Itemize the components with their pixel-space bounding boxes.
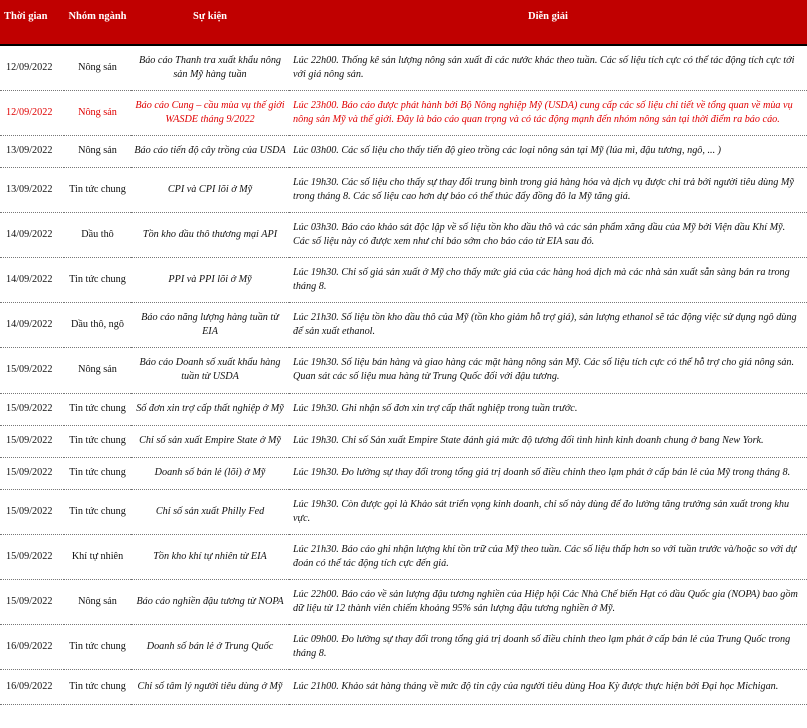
explanation-cell: Lúc 19h30. Chỉ số giá sản xuất ở Mỹ cho thấy mức giá của các hàng hoá dịch mà các nhà sản xuất sẵn sàng bán ra trong tháng 8. <box>289 257 807 302</box>
date-cell: 15/09/2022 <box>0 393 64 425</box>
date-cell: 15/09/2022 <box>0 347 64 393</box>
date-cell: 15/09/2022 <box>0 579 64 624</box>
category-cell: Tin tức chung <box>64 393 131 425</box>
category-cell: Khí tự nhiên <box>64 534 131 579</box>
explanation-cell: Lúc 19h30. Chỉ số Sản xuất Empire State đánh giá mức độ tương đối tình hình kinh doanh chung ở bang New York. <box>289 425 807 457</box>
date-cell: 13/09/2022 <box>0 135 64 167</box>
category-cell: Nông sản <box>64 579 131 624</box>
category-cell: Tin tức chung <box>64 669 131 704</box>
header-group: Nhóm ngành <box>64 0 131 45</box>
event-cell: Báo cáo Doanh số xuất khẩu hàng tuần từ USDA <box>131 347 289 393</box>
date-cell: 14/09/2022 <box>0 257 64 302</box>
category-cell: Dầu thô, ngô <box>64 302 131 347</box>
event-cell: Chỉ số sản xuất Philly Fed <box>131 489 289 534</box>
category-cell: Nông sản <box>64 45 131 90</box>
header-row <box>0 0 807 45</box>
table-row <box>0 347 807 393</box>
event-cell: CPI và CPI lõi ở Mỹ <box>131 167 289 212</box>
event-cell: Báo cáo nghiền đậu tương từ NOPA <box>131 579 289 624</box>
table-row <box>0 579 807 624</box>
table-row <box>0 257 807 302</box>
explanation-cell: Lúc 21h30. Báo cáo ghi nhận lượng khí tồn trữ của Mỹ theo tuần. Các số liệu thấp hơn so với tuần trước và/hoặc so với dự đoán có thể tác động tích cực đến giá. <box>289 534 807 579</box>
date-cell: 16/09/2022 <box>0 669 64 704</box>
date-cell: 15/09/2022 <box>0 489 64 534</box>
category-cell: Nông sản <box>64 90 131 135</box>
date-cell: 15/09/2022 <box>0 457 64 489</box>
table-body <box>0 45 807 704</box>
category-cell: Tin tức chung <box>64 624 131 669</box>
date-cell: 14/09/2022 <box>0 302 64 347</box>
category-cell: Tin tức chung <box>64 489 131 534</box>
explanation-cell: Lúc 03h30. Báo cáo khảo sát độc lập về số liệu tồn kho dầu thô và các sản phẩm xăng dầu của Mỹ bởi Viện dầu Khí Mỹ. Các số liệu này có được xem như chỉ báo sớm cho báo cáo từ EIA sau đó. <box>289 212 807 257</box>
table-row <box>0 167 807 212</box>
explanation-cell: Lúc 22h00. Thống kê sản lượng nông sản xuất đi các nước khác theo tuần. Các số liệu tích cực có thể tác động tích cực tới với giá nông sản. <box>289 45 807 90</box>
table-row <box>0 393 807 425</box>
table-row <box>0 90 807 135</box>
table-row <box>0 212 807 257</box>
explanation-cell: Lúc 19h30. Các số liệu cho thấy sự thay đổi trung bình trong giá hàng hóa và dịch vụ được chi trả bởi người tiêu dùng Mỹ trong tháng 8. Các số liệu cao hơn dự báo có thể thúc đẩy đồng đô la Mỹ tăng giá. <box>289 167 807 212</box>
date-cell: 14/09/2022 <box>0 212 64 257</box>
explanation-cell: Lúc 21h30. Số liệu tồn kho dầu thô của Mỹ (tồn kho giảm hỗ trợ giá), sản lượng ethanol sẽ tác động việc sử dụng ngô dùng để sản xuất ethanol. <box>289 302 807 347</box>
table-row <box>0 489 807 534</box>
category-cell: Tin tức chung <box>64 425 131 457</box>
date-cell: 16/09/2022 <box>0 624 64 669</box>
explanation-cell: Lúc 22h00. Báo cáo về sản lượng đậu tương nghiền của Hiệp hội Các Nhà Chế biến Hạt có dầu Quốc gia (NOPA) bao gồm dữ liệu từ 12 thành viên chiếm khoảng 95% sản lượng đậu tương nghiền ở Mỹ. <box>289 579 807 624</box>
category-cell: Dầu thô <box>64 212 131 257</box>
header-explain: Diễn giải <box>289 0 807 45</box>
event-cell: Số đơn xin trợ cấp thất nghiệp ở Mỹ <box>131 393 289 425</box>
category-cell: Nông sản <box>64 347 131 393</box>
table-row <box>0 457 807 489</box>
event-cell: Tồn kho khí tự nhiên từ EIA <box>131 534 289 579</box>
date-cell: 15/09/2022 <box>0 425 64 457</box>
table-row <box>0 135 807 167</box>
explanation-cell: Lúc 19h30. Ghi nhận số đơn xin trợ cấp thất nghiệp trong tuần trước. <box>289 393 807 425</box>
explanation-cell: Lúc 19h30. Còn được gọi là Khảo sát triển vọng kinh doanh, chỉ số này dùng để đo lường tăng trưởng sản xuất trong khu vực. <box>289 489 807 534</box>
explanation-cell: Lúc 03h00. Các số liệu cho thấy tiến độ gieo trồng các loại nông sản tại Mỹ (lúa mì, đậu tương, ngô, ... ) <box>289 135 807 167</box>
header-event: Sự kiện <box>131 0 289 45</box>
explanation-cell: Lúc 19h30. Đo lường sự thay đổi trong tổng giá trị doanh số điều chỉnh theo lạm phát ở cấp bán lẻ của Mỹ trong tháng 8. <box>289 457 807 489</box>
table-row <box>0 624 807 669</box>
date-cell: 12/09/2022 <box>0 45 64 90</box>
explanation-cell: Lúc 19h30. Số liệu bán hàng và giao hàng các mặt hàng nông sản Mỹ. Các số liệu tích cực có thể hỗ trợ cho giá nông sản. Quan sát các số liệu mua hàng từ Trung Quốc đối với đậu tương. <box>289 347 807 393</box>
event-cell: Báo cáo năng lượng hàng tuần từ EIA <box>131 302 289 347</box>
explanation-cell: Lúc 09h00. Đo lường sự thay đổi trong tổng giá trị doanh số điều chỉnh theo lạm phát ở cấp bán lẻ của Trung Quốc trong tháng 8. <box>289 624 807 669</box>
header-time: Thời gian <box>0 0 64 45</box>
event-cell: Báo cáo tiến độ cây trồng của USDA <box>131 135 289 167</box>
event-cell: Doanh số bán lẻ ở Trung Quốc <box>131 624 289 669</box>
event-cell: Doanh số bán lẻ (lõi) ở Mỹ <box>131 457 289 489</box>
category-cell: Tin tức chung <box>64 167 131 212</box>
table-header <box>0 0 807 45</box>
date-cell: 15/09/2022 <box>0 534 64 579</box>
category-cell: Nông sản <box>64 135 131 167</box>
table-row <box>0 425 807 457</box>
table-row <box>0 45 807 90</box>
event-cell: Chỉ số sản xuất Empire State ở Mỹ <box>131 425 289 457</box>
table-row <box>0 669 807 704</box>
event-cell: PPI và PPI lõi ở Mỹ <box>131 257 289 302</box>
table-row <box>0 534 807 579</box>
event-cell: Tồn kho dầu thô thương mại API <box>131 212 289 257</box>
event-cell: Chỉ số tâm lý người tiêu dùng ở Mỹ <box>131 669 289 704</box>
table-row <box>0 302 807 347</box>
date-cell: 12/09/2022 <box>0 90 64 135</box>
date-cell: 13/09/2022 <box>0 167 64 212</box>
category-cell: Tin tức chung <box>64 457 131 489</box>
explanation-cell: Lúc 21h00. Khảo sát hàng tháng về mức độ tin cậy của người tiêu dùng Hoa Kỳ được thực hiện bởi Đại học Michigan. <box>289 669 807 704</box>
event-cell: Báo cáo Cung – cầu mùa vụ thế giới WASDE tháng 9/2022 <box>131 90 289 135</box>
event-cell: Báo cáo Thanh tra xuất khẩu nông sản Mỹ hàng tuần <box>131 45 289 90</box>
category-cell: Tin tức chung <box>64 257 131 302</box>
explanation-cell: Lúc 23h00. Báo cáo được phát hành bởi Bộ Nông nghiệp Mỹ (USDA) cung cấp các số liệu chi tiết về tổng quan về mùa vụ nông sản Mỹ và thế giới. Đây là báo cáo quan trọng và có tác động mạnh đến nhóm nông sản tại thời điểm ra báo cáo. <box>289 90 807 135</box>
